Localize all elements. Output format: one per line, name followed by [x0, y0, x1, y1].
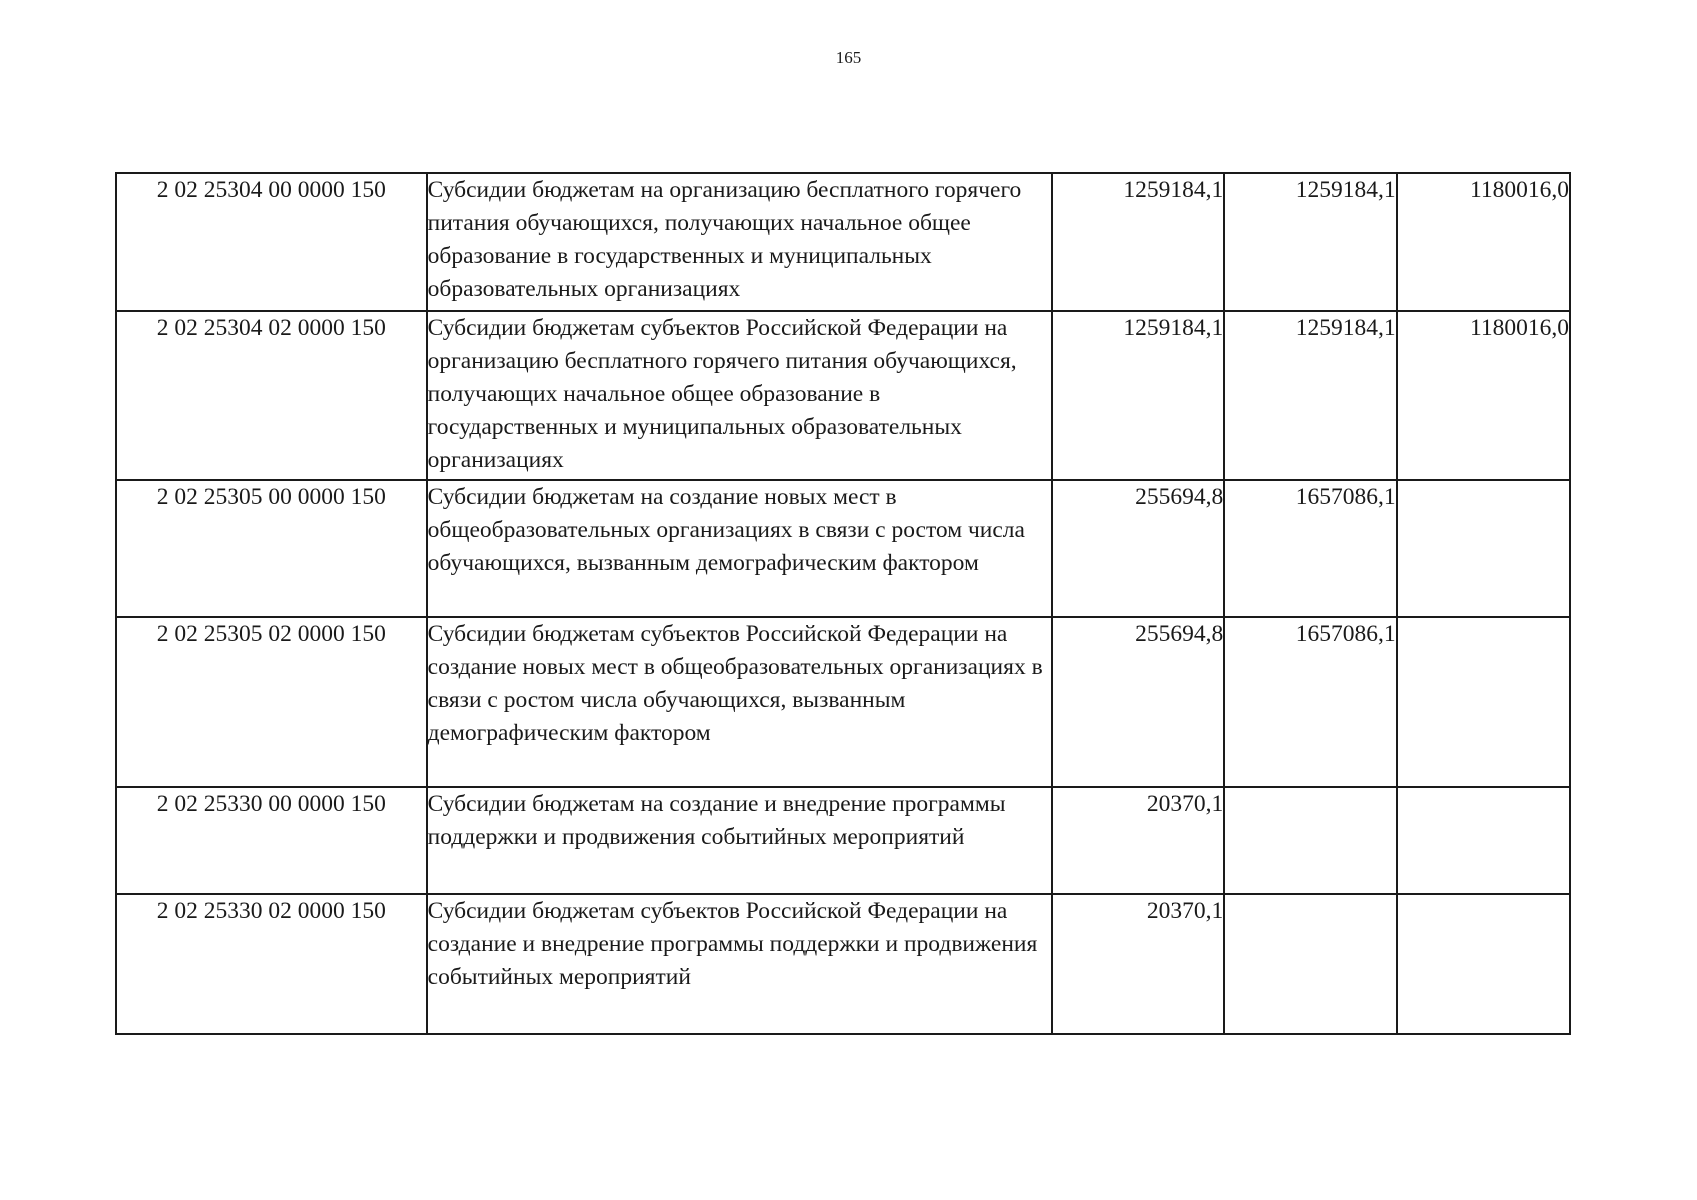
- description-cell: Субсидии бюджетам на организацию бесплатного горячего питания обучающихся, получающих начальное общее образование в государственных и муниципальных образовательных организациях: [427, 173, 1052, 311]
- budget-code-cell: 2 02 25305 00 0000 150: [116, 480, 427, 617]
- table-row: [116, 311, 1570, 480]
- budget-code-cell: 2 02 25330 00 0000 150: [116, 787, 427, 894]
- table-row: [116, 617, 1570, 787]
- description-cell: Субсидии бюджетам субъектов Российской Федерации на создание новых мест в общеобразовательных организациях в связи с ростом числа обучающихся, вызванным демографическим фактором: [427, 617, 1052, 787]
- amount-cell-1: 255694,8: [1052, 617, 1224, 787]
- amount-cell-2: 1657086,1: [1224, 480, 1396, 617]
- amount-cell-1: 1259184,1: [1052, 173, 1224, 311]
- amount-cell-2: [1224, 894, 1396, 1034]
- amount-cell-1: 20370,1: [1052, 894, 1224, 1034]
- budget-code-cell: 2 02 25330 02 0000 150: [116, 894, 427, 1034]
- amount-cell-3: [1397, 617, 1570, 787]
- amount-cell-1: 1259184,1: [1052, 311, 1224, 480]
- amount-cell-3: [1397, 787, 1570, 894]
- table-row: [116, 787, 1570, 894]
- budget-code-cell: 2 02 25304 02 0000 150: [116, 311, 427, 480]
- table-row: [116, 894, 1570, 1034]
- budget-code-cell: 2 02 25304 00 0000 150: [116, 173, 427, 311]
- amount-cell-1: 20370,1: [1052, 787, 1224, 894]
- budget-code-cell: 2 02 25305 02 0000 150: [116, 617, 427, 787]
- amount-cell-2: 1657086,1: [1224, 617, 1396, 787]
- amount-cell-3: [1397, 480, 1570, 617]
- budget-table: [115, 172, 1571, 1035]
- amount-cell-3: 1180016,0: [1397, 173, 1570, 311]
- table-row: [116, 480, 1570, 617]
- page-number: 165: [835, 48, 862, 67]
- amount-cell-3: [1397, 894, 1570, 1034]
- description-cell: Субсидии бюджетам субъектов Российской Федерации на организацию бесплатного горячего питания обучающихся, получающих начальное общее образование в государственных и муниципальных образовательных организациях: [427, 311, 1052, 480]
- amount-cell-2: 1259184,1: [1224, 173, 1396, 311]
- amount-cell-1: 255694,8: [1052, 480, 1224, 617]
- amount-cell-2: 1259184,1: [1224, 311, 1396, 480]
- amount-cell-2: [1224, 787, 1396, 894]
- amount-cell-3: 1180016,0: [1397, 311, 1570, 480]
- description-cell: Субсидии бюджетам на создание новых мест в общеобразовательных организациях в связи с ростом числа обучающихся, вызванным демографическим фактором: [427, 480, 1052, 617]
- description-cell: Субсидии бюджетам субъектов Российской Федерации на создание и внедрение программы поддержки и продвижения событийных мероприятий: [427, 894, 1052, 1034]
- table-row: [116, 173, 1570, 311]
- description-cell: Субсидии бюджетам на создание и внедрение программы поддержки и продвижения событийных мероприятий: [427, 787, 1052, 894]
